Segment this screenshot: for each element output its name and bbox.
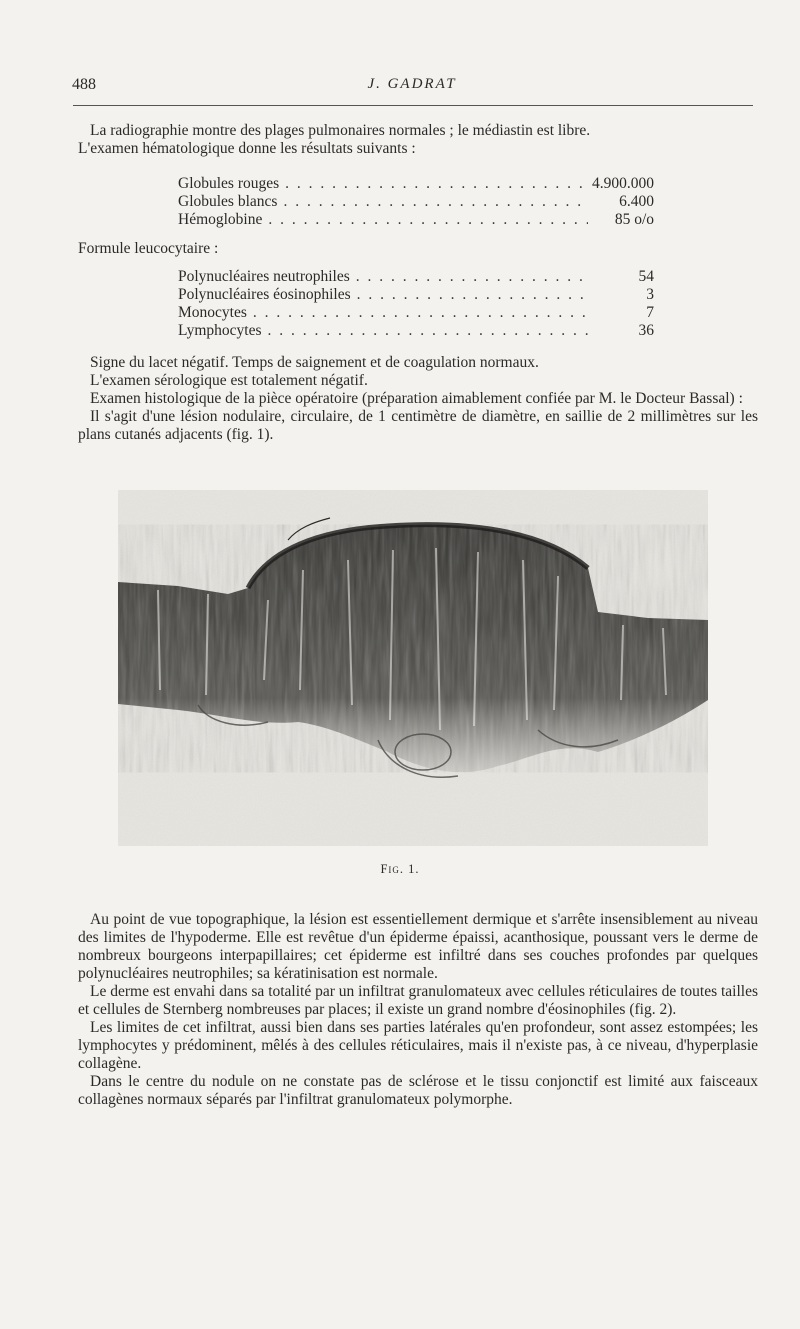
leader-dots [283,193,588,211]
leader-dots [268,211,588,229]
page-header [72,76,752,98]
lab-label: Hémoglobine [178,211,263,228]
paragraph: L'examen sérologique est totalement négatif. [90,372,368,389]
lab-row [178,193,654,211]
lab-label: Globules rouges [178,175,280,192]
histology-description [78,911,758,1109]
running-head: J. GADRAT [367,76,457,92]
lab-row [178,175,654,193]
paragraph: Examen histologique de la pièce opératoire (préparation aimablement confiée par M. le Docteur Bassal) : [90,390,743,407]
leader-dots [356,268,588,286]
paragraph: Il s'agit d'une lésion nodulaire, circulaire, de 1 centimètre de diamètre, en saillie de 2 millimètres sur les plans cutanés adjacents (fig. 1). [78,408,758,443]
intro-block [78,122,758,158]
paragraph: Le derme est envahi dans sa totalité par un infiltrat granulomateux avec cellules réticulaires de toutes tailles et cellules de Sternberg nombreuses par places; il existe un grand nombre d'éosinophiles (fig. 2). [78,983,758,1018]
blood-count-table [178,175,654,229]
leader-dots [253,304,588,322]
lab-value: 85 o/o [614,211,654,228]
paragraph: Signe du lacet négatif. Temps de saignement et de coagulation normaux. [90,354,539,371]
header-rule [73,105,753,106]
lab-value: 7 [646,304,654,321]
leukocyte-formula-table [178,268,654,340]
histology-figure [118,490,708,846]
leader-dots [357,286,588,304]
lab-label: Globules blancs [178,193,278,210]
clinical-paragraphs [78,354,758,444]
lab-row [178,304,654,322]
lab-value: 36 [638,322,654,339]
figure-caption: Fig. 1. [380,862,420,876]
histology-micrograph [118,490,708,846]
lab-value: 4.900.000 [592,175,654,192]
page-number: 488 [72,76,96,93]
leader-dots [285,175,586,193]
formula-label: Formule leucocytaire : [78,240,219,257]
lab-row [178,322,654,340]
paragraph: Au point de vue topographique, la lésion est essentiellement dermique et s'arrête insensiblement au niveau des limites de l'hypoderme. Elle est revêtue d'un épiderme épaissi, acanthosique, poussant vers le derme de nombreux bourgeons interpapillaires; cet épiderme est infiltré dans ses couches profondes par quelques polynucléaires neutrophiles; sa kératinisation est normale. [78,911,758,982]
lab-value: 6.400 [619,193,654,210]
lab-value: 54 [638,268,654,285]
lab-label: Lymphocytes [178,322,262,339]
lab-label: Polynucléaires éosinophiles [178,286,351,303]
lab-row [178,211,654,229]
lab-row [178,268,654,286]
intro-line-1: La radiographie montre des plages pulmonaires normales ; le médiastin est libre. [90,122,591,139]
lab-label: Polynucléaires neutrophiles [178,268,350,285]
paragraph: Dans le centre du nodule on ne constate pas de sclérose et le tissu conjonctif est limité aux faisceaux collagènes normaux séparés par l'infiltrat granulomateux polymorphe. [78,1073,758,1108]
lab-label: Monocytes [178,304,247,321]
lab-value: 3 [646,286,654,303]
leader-dots [268,322,588,340]
lab-row [178,286,654,304]
intro-line-2: L'examen hématologique donne les résultats suivants : [78,140,416,157]
paragraph: Les limites de cet infiltrat, aussi bien dans ses parties latérales qu'en profondeur, sont assez estompées; les lymphocytes y prédominent, mêlés à des cellules réticulaires, mais il n'existe pas, à ce niveau, d'hyperplasie collagène. [78,1019,758,1072]
